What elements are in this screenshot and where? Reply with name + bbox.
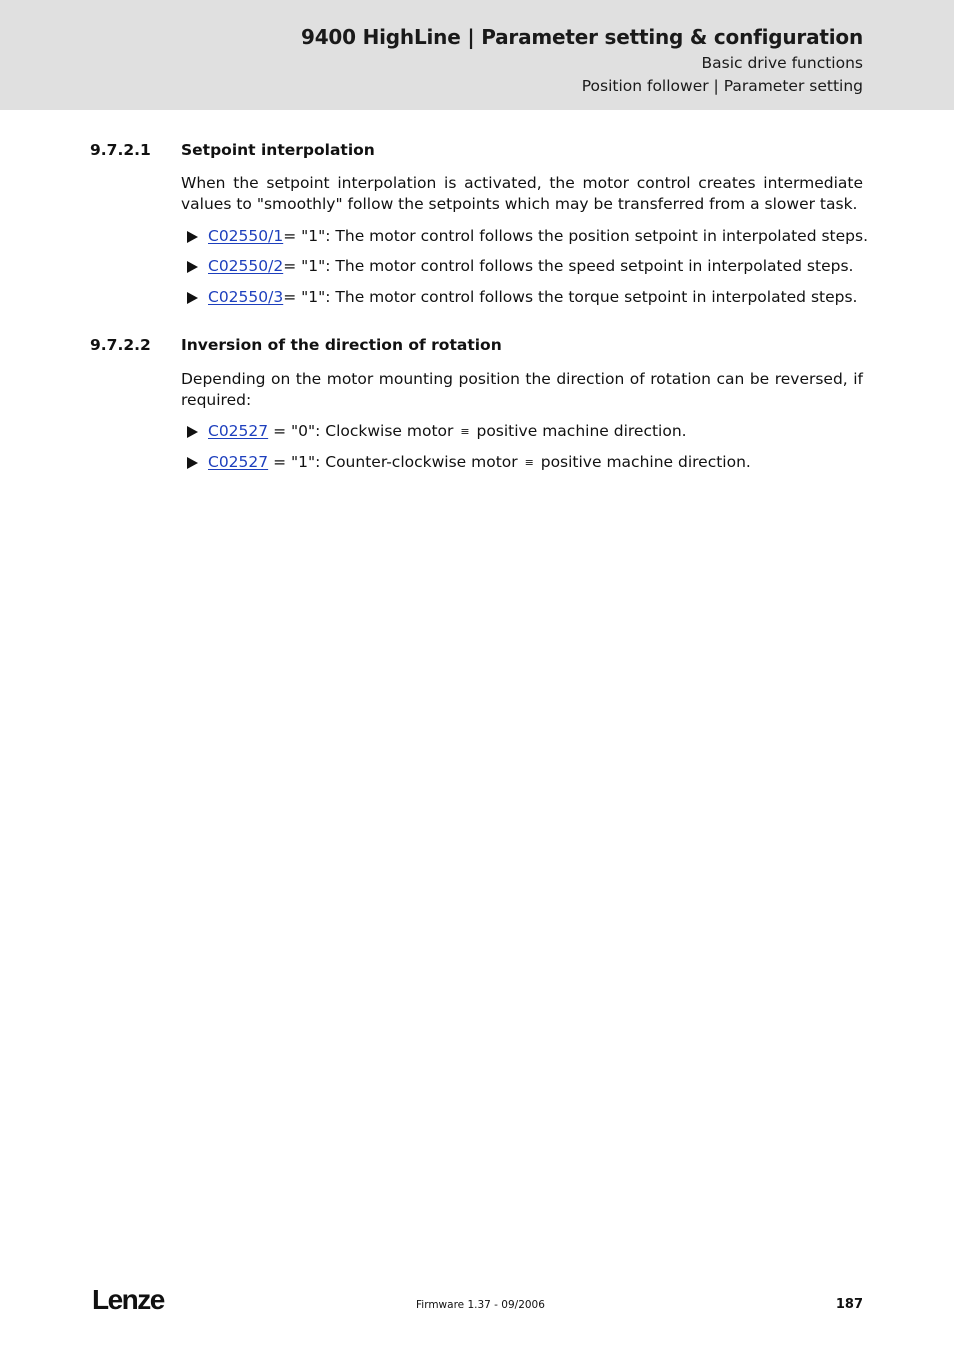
- list-item-text: positive machine direction.: [535, 453, 751, 471]
- bullet-arrow-icon: [187, 292, 198, 304]
- section-number: 9.7.2.2: [90, 336, 151, 354]
- list-item: [187, 226, 877, 247]
- list-item-text: = "0": Clockwise motor: [268, 422, 459, 440]
- list-item: [187, 452, 877, 473]
- parameter-link[interactable]: C02527: [208, 453, 269, 471]
- section-number: 9.7.2.1: [90, 141, 151, 159]
- equivalence-symbol: ≡: [460, 425, 470, 438]
- list-item: [187, 256, 877, 277]
- parameter-link[interactable]: C02550/3: [208, 288, 284, 306]
- firmware-version: Firmware 1.37 - 09/2006: [416, 1299, 545, 1311]
- bullet-arrow-icon: [187, 231, 198, 243]
- bullet-arrow-icon: [187, 426, 198, 438]
- list-item-text: = "1": The motor control follows the speed setpoint in interpolated steps.: [283, 257, 854, 275]
- list-item: [187, 287, 877, 308]
- page-header: [0, 0, 954, 110]
- parameter-link[interactable]: C02527: [208, 422, 269, 440]
- list-item-text: positive machine direction.: [471, 422, 687, 440]
- lenze-logo: [92, 1284, 172, 1314]
- equivalence-symbol: ≡: [524, 456, 534, 469]
- section-subtitle: Position follower | Parameter setting: [581, 77, 863, 95]
- section-paragraph: When the setpoint interpolation is activated, the motor control creates intermediate values to "smoothly" follow the setpoints which may be transferred from a slower task.: [181, 174, 863, 213]
- list-item-text: = "1": The motor control follows the torque setpoint in interpolated steps.: [283, 288, 858, 306]
- page-number: 187: [835, 1297, 863, 1312]
- bullet-arrow-icon: [187, 261, 198, 273]
- chapter-subtitle: Basic drive functions: [701, 54, 863, 72]
- document-title: 9400 HighLine | Parameter setting & configuration: [300, 25, 863, 49]
- list-item-text: = "1": Counter-clockwise motor: [268, 453, 523, 471]
- section-heading: Setpoint interpolation: [181, 141, 375, 159]
- parameter-link[interactable]: C02550/2: [208, 257, 284, 275]
- section-heading: Inversion of the direction of rotation: [181, 336, 502, 354]
- lenze-logo-text: Lenze: [92, 1284, 164, 1314]
- section-paragraph: Depending on the motor mounting position the direction of rotation can be reversed, if required:: [181, 370, 863, 409]
- parameter-link[interactable]: C02550/1: [208, 227, 284, 245]
- list-item: [187, 421, 877, 442]
- list-item-text: = "1": The motor control follows the position setpoint in interpolated steps.: [283, 227, 869, 245]
- bullet-arrow-icon: [187, 457, 198, 469]
